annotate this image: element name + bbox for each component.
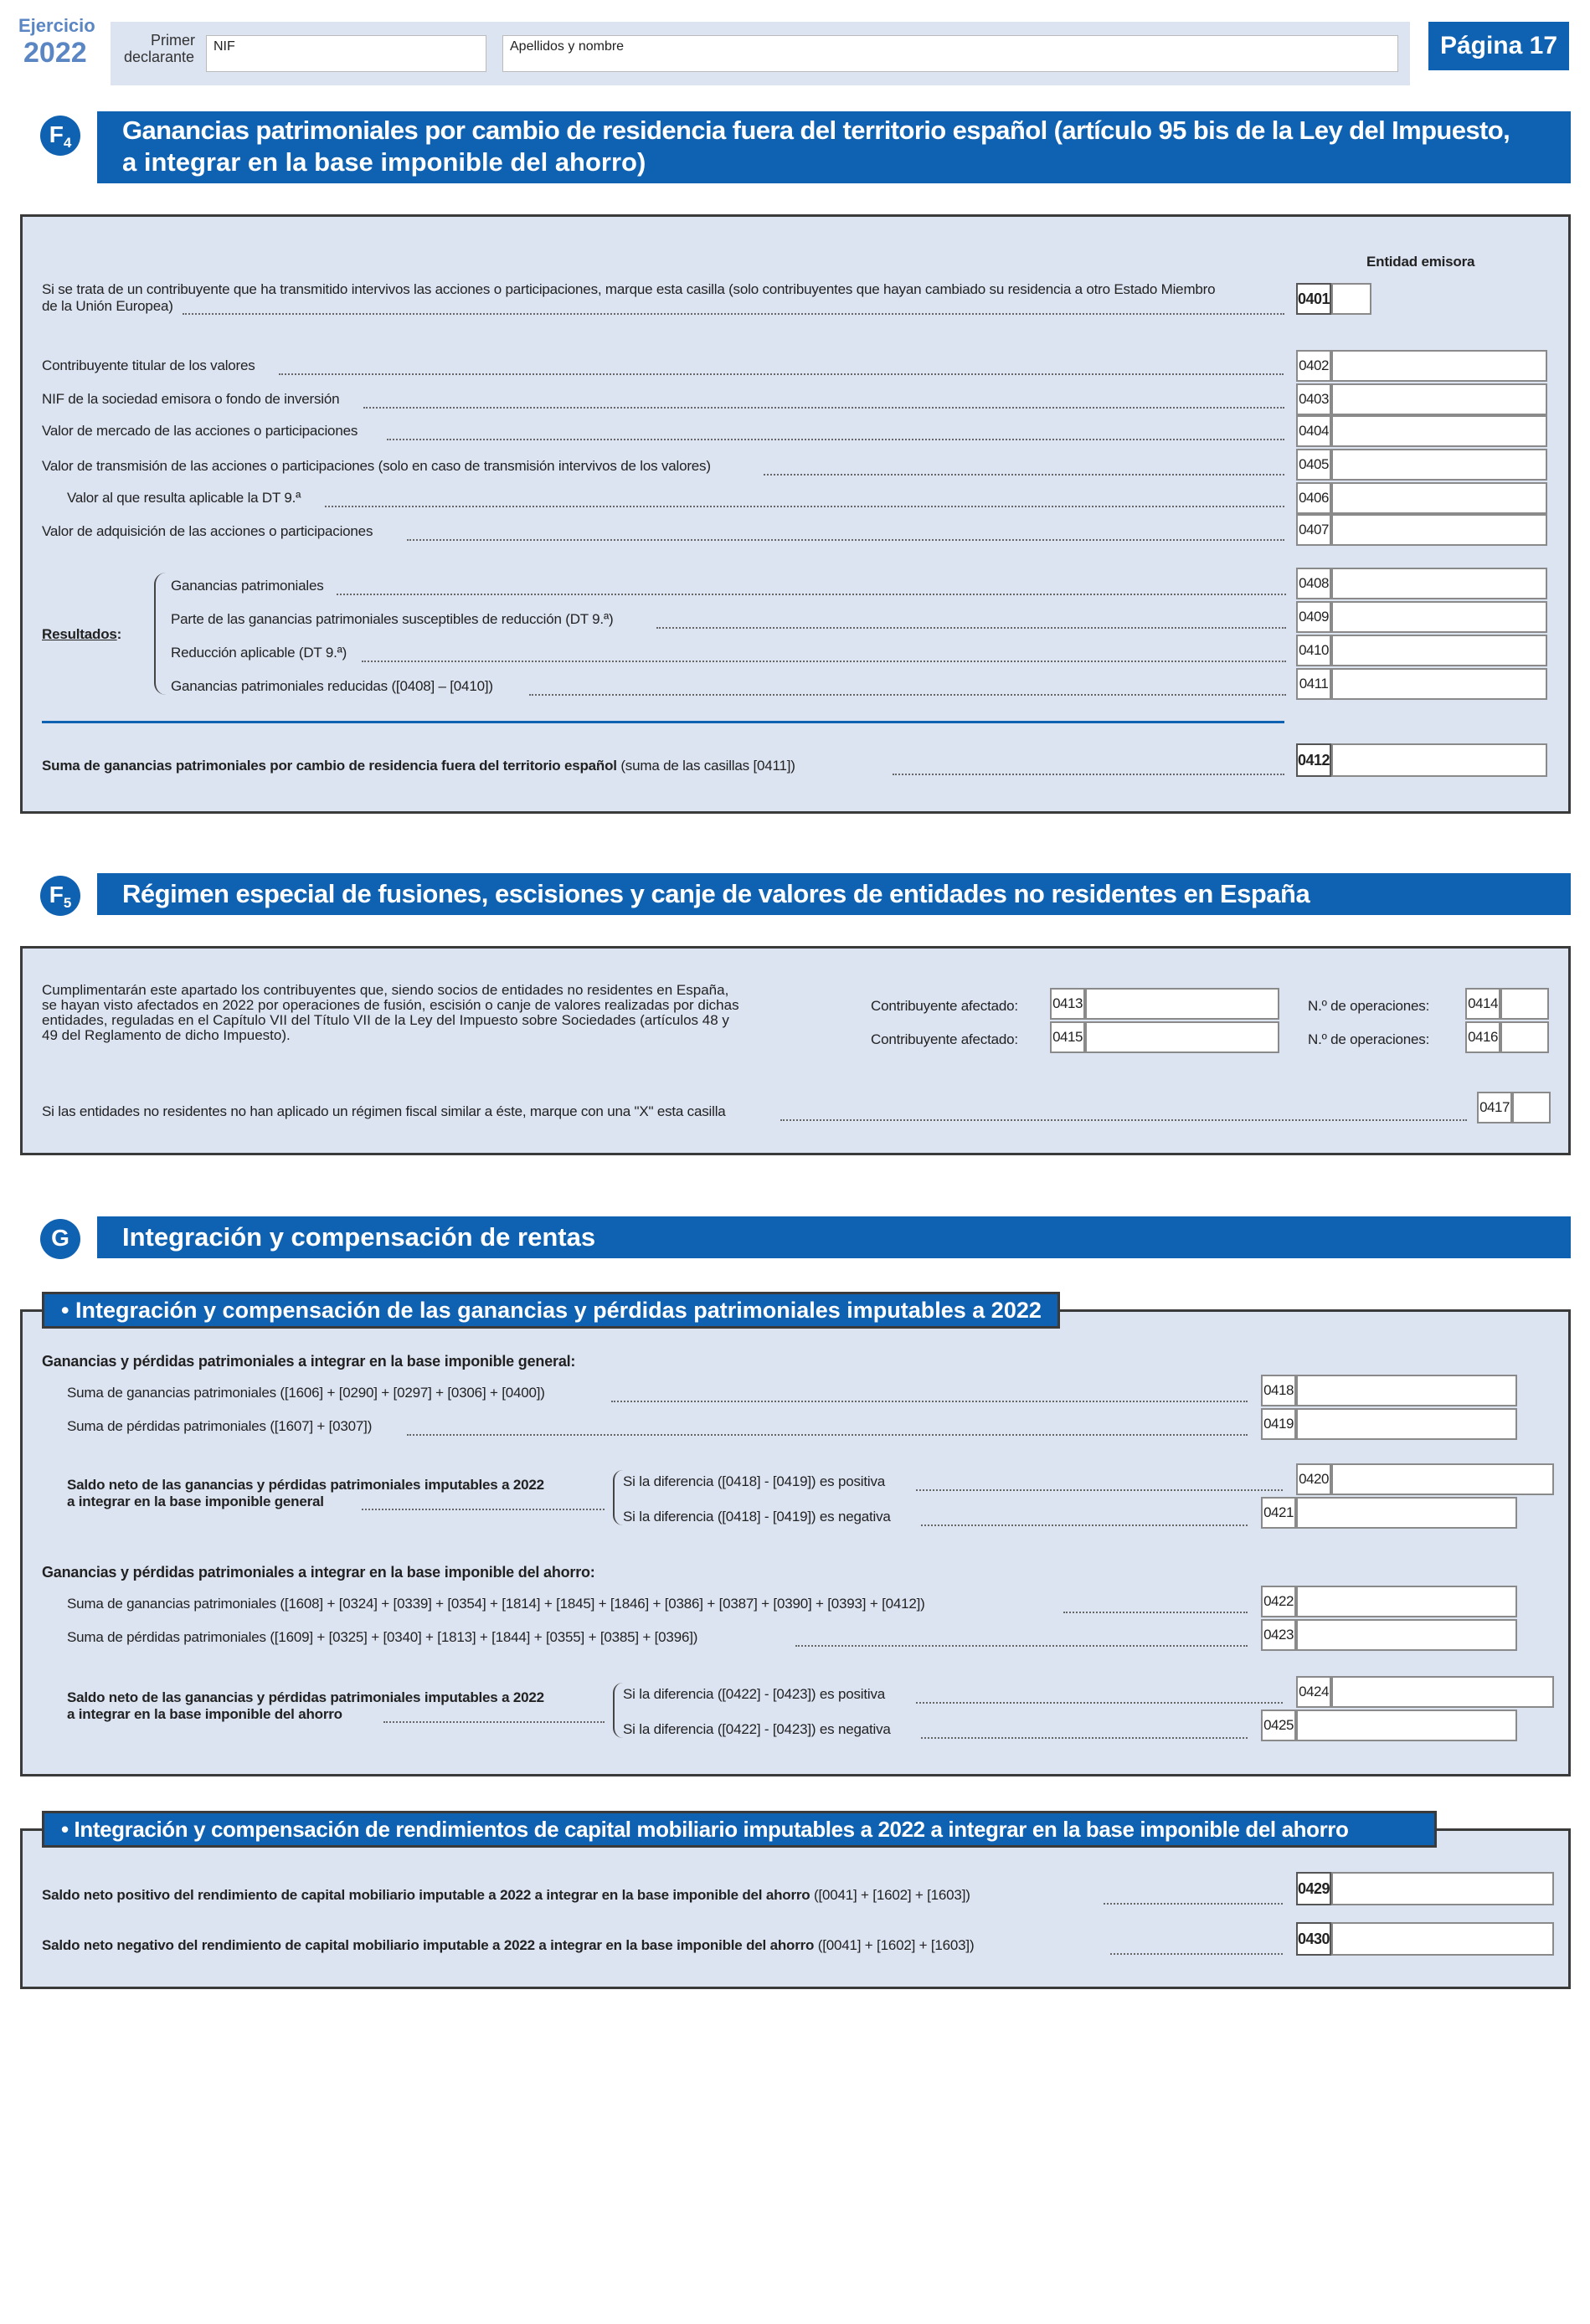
regimen-label: Si las entidades no residentes no han aplicado un régimen fiscal similar a éste, marque con una "X" esta casilla [42,1103,726,1119]
ejercicio-year: 2022 [23,37,87,69]
code-0418: 0418 [1261,1375,1296,1406]
field-0425[interactable] [1296,1710,1517,1741]
code-0417: 0417 [1477,1092,1512,1123]
saldo-general-brace [613,1470,623,1525]
code-0405: 0405 [1296,449,1331,481]
row-0403-label: NIF de la sociedad emisora o fondo de inversión [42,391,340,407]
saldo-general-line1: Saldo neto de las ganancias y pérdidas patrimoniales imputables a 2022 [67,1477,544,1493]
field-0406[interactable] [1331,482,1547,514]
code-0401: 0401 [1296,283,1331,315]
ahorro-heading: Ganancias y pérdidas patrimoniales a integrar en la base imponible del ahorro: [42,1564,595,1581]
field-0414[interactable] [1500,988,1549,1020]
section-badge-g: G [40,1219,80,1259]
section-title-g: Integración y compensación de rentas [97,1216,1571,1258]
code-0411: 0411 [1296,668,1331,700]
field-0407[interactable] [1331,514,1547,546]
row-0406-label: Valor al que resulta aplicable la DT 9.ª [67,490,301,506]
general-heading: Ganancias y pérdidas patrimoniales a integrar en la base imponible general: [42,1353,576,1370]
code-0429: 0429 [1296,1872,1331,1905]
nombre-field[interactable] [502,35,1398,72]
nif-label: NIF [214,39,235,54]
row-0411-label: Ganancias patrimoniales reducidas ([0408] – [0410]) [171,678,493,694]
code-0421: 0421 [1261,1497,1296,1529]
section-badge-f5: $F_5$ [40,876,80,916]
field-0408[interactable] [1331,568,1547,599]
code-0403: 0403 [1296,383,1331,415]
row-0412-label: Suma de ganancias patrimoniales por cambio de residencia fuera del territorio español (suma de las casillas [0411]) [42,758,795,774]
pos-general-label: Si la diferencia ([0418] - [0419]) es positiva [623,1473,886,1489]
saldo-ahorro-line2: a integrar en la base imponible del ahorro [67,1706,342,1722]
row-0407-label: Valor de adquisición de las acciones o participaciones [42,523,373,539]
code-0424: 0424 [1296,1676,1331,1708]
code-0416: 0416 [1465,1021,1500,1053]
code-0407: 0407 [1296,514,1331,546]
row-0429-label: Saldo neto positivo del rendimiento de capital mobiliario imputable a 2022 a integrar en la base imponible del ahorro ([0041] + [1602] + [1603]) [42,1887,970,1903]
contribuyente-afectado-label-1: Contribuyente afectado: [871,998,1018,1014]
resultados-brace [154,573,166,695]
f4-divider [42,721,1284,723]
code-0420: 0420 [1296,1463,1331,1495]
declarante-label-2: declarante [124,49,195,65]
row-0422-label: Suma de ganancias patrimoniales ([1608] + [0324] + [0339] + [0354] + [1814] + [1845] + [1846] + [0386] + [0387] + [0390] + [0393] + [0412]) [67,1596,925,1612]
code-0422: 0422 [1261,1586,1296,1617]
code-0412: 0412 [1296,743,1331,777]
saldo-general-line2: a integrar en la base imponible general [67,1494,324,1509]
pos-ahorro-label: Si la diferencia ([0422] - [0423]) es positiva [623,1686,886,1702]
field-0420[interactable] [1331,1463,1554,1495]
row-0405-label: Valor de transmisión de las acciones o participaciones (solo en caso de transmisión intervivos de los valores) [42,458,711,474]
saldo-ahorro-brace [613,1683,623,1738]
field-0404[interactable] [1331,415,1547,447]
code-0409: 0409 [1296,601,1331,633]
row-0423-label: Suma de pérdidas patrimoniales ([1609] + [0325] + [0340] + [1813] + [1844] + [0355] + [0385] + [0396]) [67,1629,698,1645]
code-0430: 0430 [1296,1922,1331,1956]
field-0429[interactable] [1331,1872,1554,1905]
contribuyente-afectado-label-2: Contribuyente afectado: [871,1031,1018,1047]
code-0414: 0414 [1465,988,1500,1020]
field-0422[interactable] [1296,1586,1517,1617]
code-0404: 0404 [1296,415,1331,447]
field-0405[interactable] [1331,449,1547,481]
panel-g2 [20,1828,1571,1989]
row-0404-label: Valor de mercado de las acciones o participaciones [42,423,358,439]
code-0413: 0413 [1050,988,1085,1020]
row-0402-label: Contribuyente titular de los valores [42,357,255,373]
page-number: Página 17 [1428,22,1569,70]
entidad-emisora-label: Entidad emisora [1366,254,1475,270]
neg-ahorro-label: Si la diferencia ([0422] - [0423]) es negativa [623,1721,891,1737]
q-0401-line1: Si se trata de un contribuyente que ha transmitido intervivos las acciones o participaciones, marque esta casilla (solo contribuyentes que hayan cambiado su residencia a otro Estado Miembro [42,281,1216,297]
field-0419[interactable] [1296,1408,1517,1440]
nif-field[interactable] [206,35,486,72]
field-0402[interactable] [1331,350,1547,382]
field-0411[interactable] [1331,668,1547,700]
field-0403[interactable] [1331,383,1547,415]
field-0418[interactable] [1296,1375,1517,1406]
row-0410-label: Reducción aplicable (DT 9.ª) [171,645,347,661]
code-0423: 0423 [1261,1619,1296,1651]
nombre-label: Apellidos y nombre [510,39,625,54]
row-0418-label: Suma de ganancias patrimoniales ([1606] + [0290] + [0297] + [0306] + [0400]) [67,1385,545,1401]
code-0419: 0419 [1261,1408,1296,1440]
subsection-title-g1: • Integración y compensación de las ganancias y pérdidas patrimoniales imputables a 2022 [42,1292,1060,1329]
saldo-ahorro-line1: Saldo neto de las ganancias y pérdidas patrimoniales imputables a 2022 [67,1689,544,1705]
ejercicio-label: Ejercicio [18,15,95,36]
q-0401-line2: de la Unión Europea) [42,298,173,314]
field-0423[interactable] [1296,1619,1517,1651]
neg-general-label: Si la diferencia ([0418] - [0419]) es negativa [623,1509,891,1524]
panel-f5 [20,946,1571,1155]
operaciones-label-2: N.º de operaciones: [1308,1031,1430,1047]
row-0419-label: Suma de pérdidas patrimoniales ([1607] + [0307]) [67,1418,373,1434]
code-0408: 0408 [1296,568,1331,599]
code-0406: 0406 [1296,482,1331,514]
row-0430-label: Saldo neto negativo del rendimiento de capital mobiliario imputable a 2022 a integrar en la base imponible del ahorro ([0041] + [1602] + [1603]) [42,1937,975,1953]
checkbox-0401[interactable] [1331,283,1371,315]
operaciones-label-1: N.º de operaciones: [1308,998,1430,1014]
code-0410: 0410 [1296,635,1331,666]
field-0412[interactable] [1331,743,1547,777]
code-0425: 0425 [1261,1710,1296,1741]
f5-description: Cumplimentarán este apartado los contribuyentes que, siendo socios de entidades no residentes en España, se hayan visto afectados en 2022 por operaciones de fusión, escisión o canje de valores realizadas por dichas entidades, reguladas en el Capítulo VII del Título VII de la Ley del Impuesto sobre Sociedades (artículos 48 y 49 del Reglamento de dicho Impuesto). [42,982,739,1043]
field-0430[interactable] [1331,1922,1554,1956]
field-0416[interactable] [1500,1021,1549,1053]
row-0409-label: Parte de las ganancias patrimoniales susceptibles de reducción (DT 9.ª) [171,611,614,627]
section-title-f5: Régimen especial de fusiones, escisiones y canje de valores de entidades no residentes en España [97,873,1571,915]
field-0424[interactable] [1331,1676,1554,1708]
code-0415: 0415 [1050,1021,1085,1053]
code-0402: 0402 [1296,350,1331,382]
section-title-f4: Ganancias patrimoniales por cambio de residencia fuera del territorio español (artículo 95 bis de la Ley del Impuesto, a integrar en la base imponible del ahorro) [97,111,1571,183]
section-badge-f4: $F_4$ [40,116,80,156]
field-0415[interactable] [1085,1021,1279,1053]
subsection-title-g2: • Integración y compensación de rendimientos de capital mobiliario imputables a 2022 a integrar en la base imponible del ahorro [42,1811,1437,1848]
field-0413[interactable] [1085,988,1279,1020]
field-0409[interactable] [1331,601,1547,633]
resultados-label: Resultados: [42,626,122,642]
field-0410[interactable] [1331,635,1547,666]
field-0421[interactable] [1296,1497,1517,1529]
checkbox-0417[interactable] [1512,1092,1551,1123]
row-0408-label: Ganancias patrimoniales [171,578,324,594]
declarante-label-1: Primer [151,32,195,49]
